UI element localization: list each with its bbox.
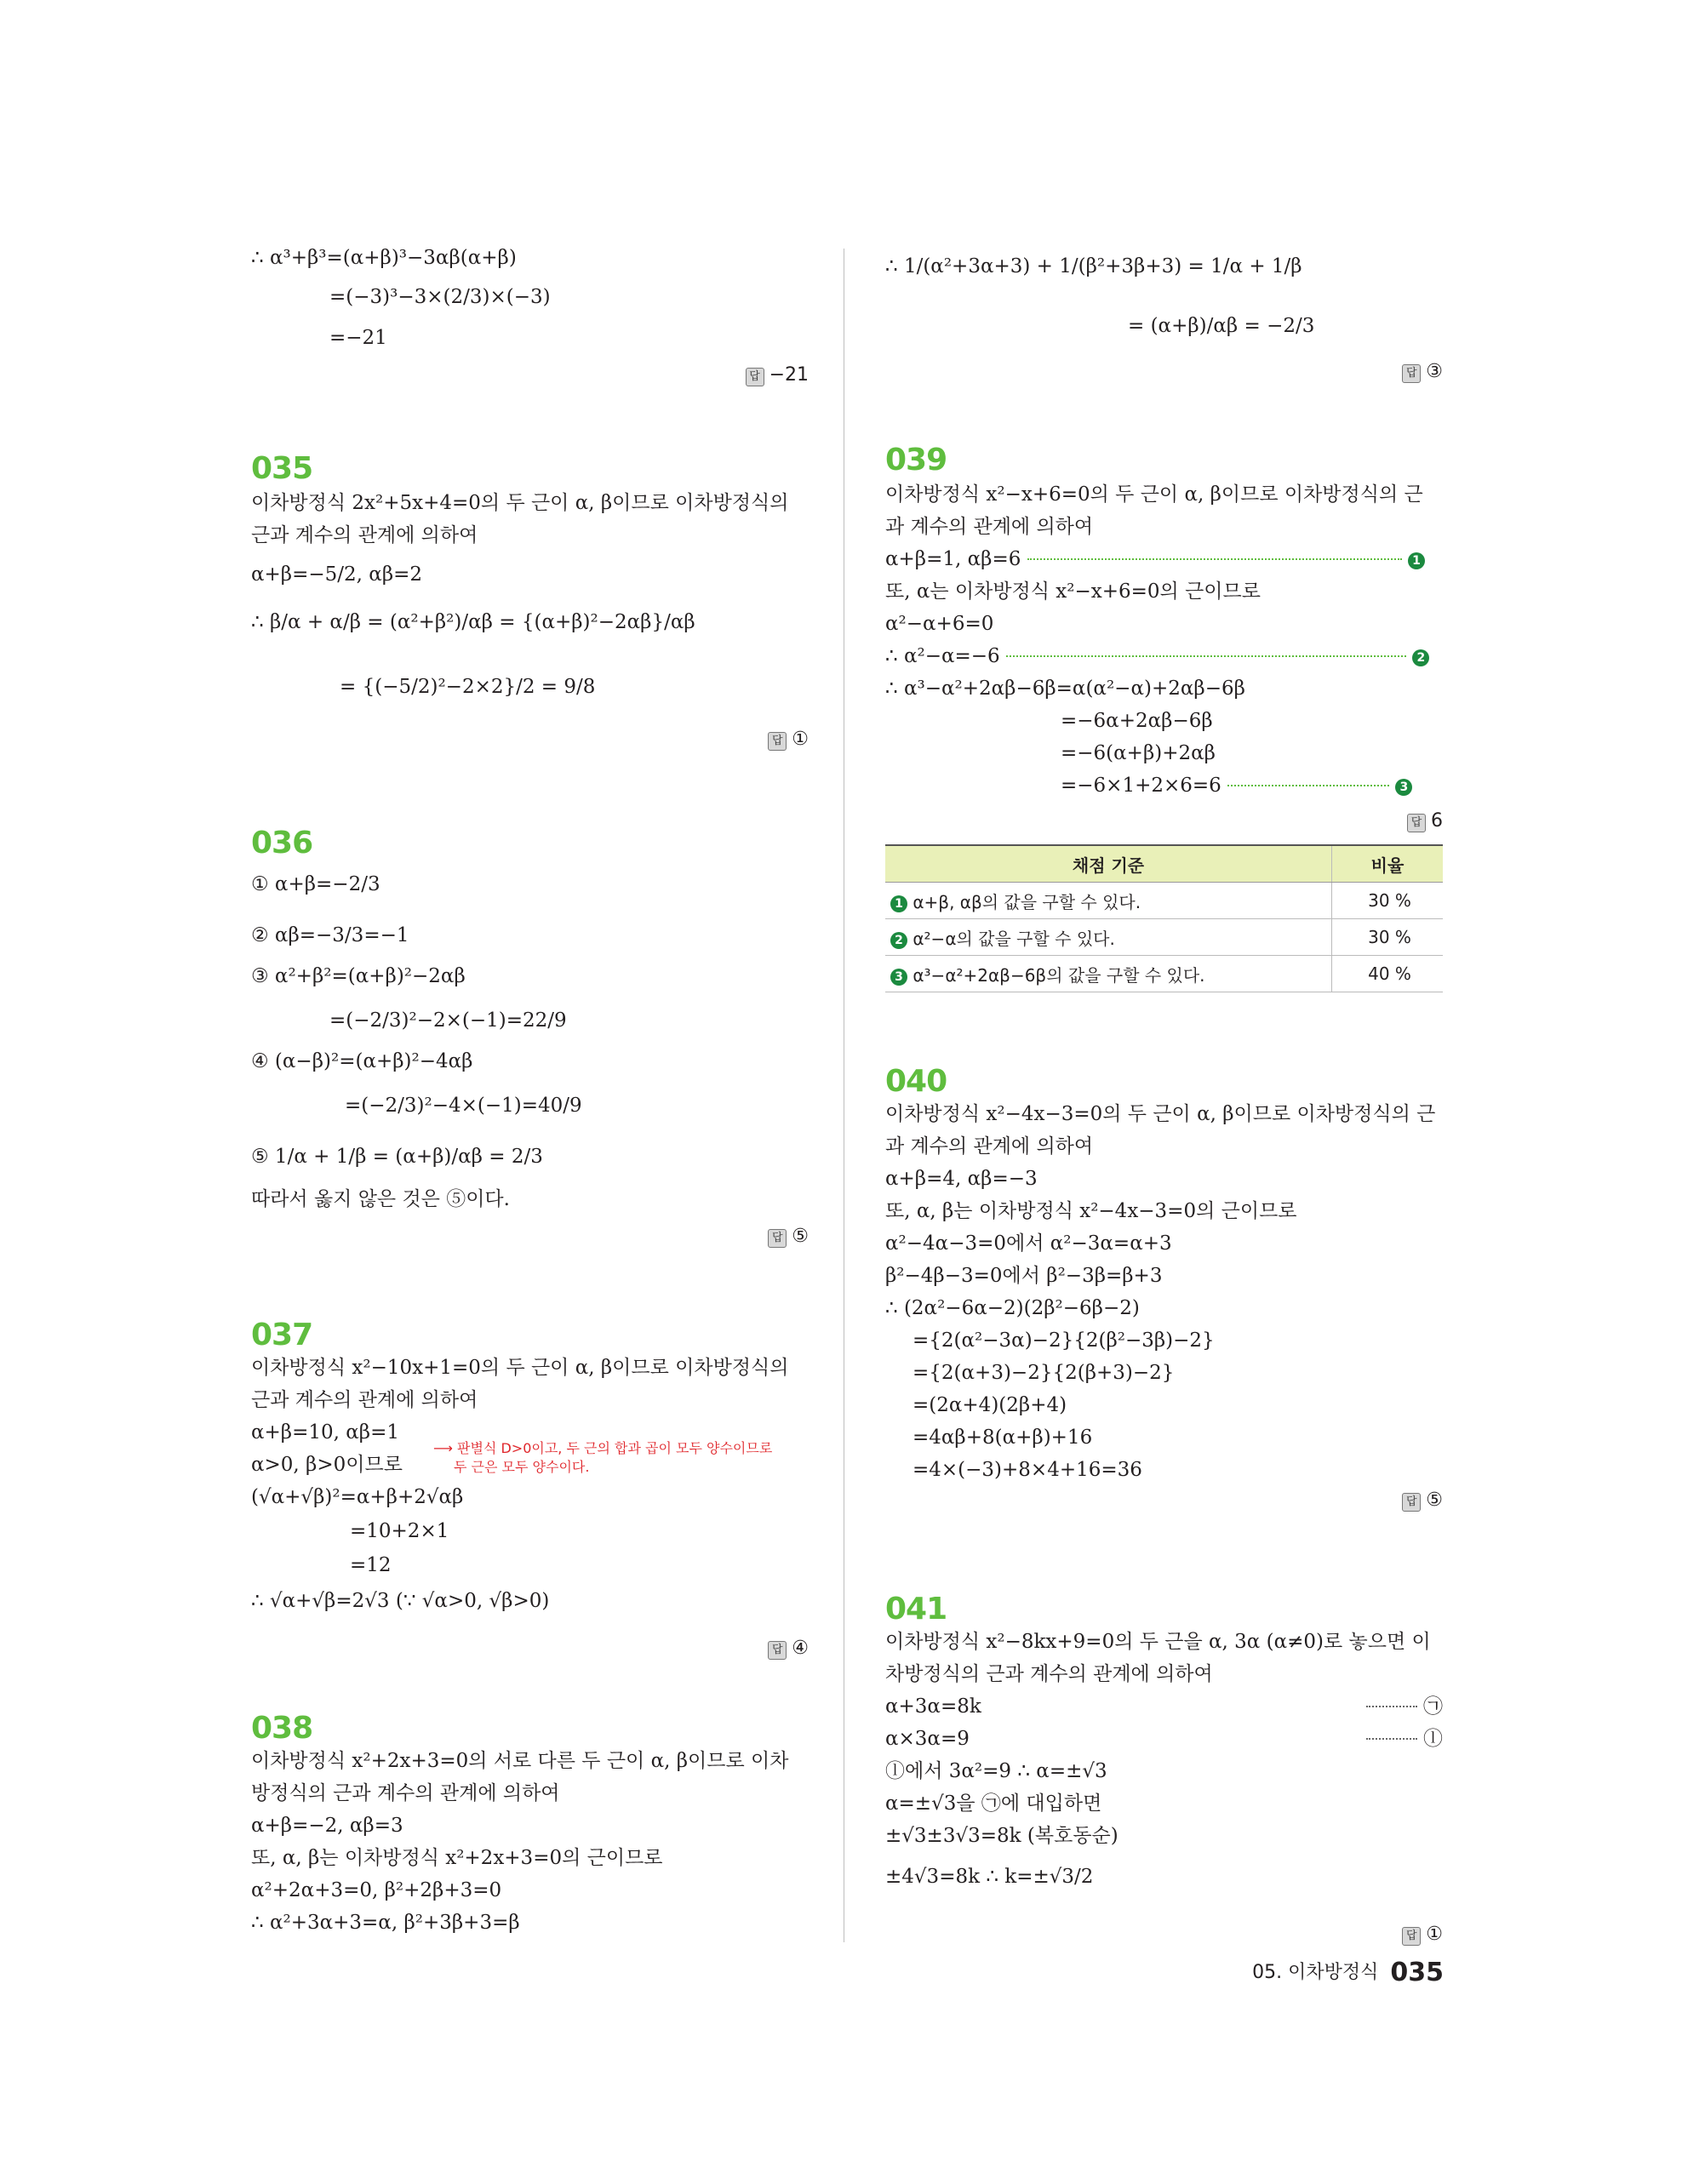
text-line: 또, α, β는 이차방정식 x²−4x−3=0의 근이므로 bbox=[885, 1200, 1297, 1222]
answer-icon: 답 bbox=[1407, 814, 1426, 832]
step-marker-1: 1 bbox=[1408, 552, 1425, 569]
text-line: 이차방정식 x²−x+6=0의 두 근이 α, β이므로 이차방정식의 근 bbox=[885, 483, 1423, 506]
note-line: 판별식 D>0이고, 두 근의 합과 곱이 모두 양수이므로 bbox=[457, 1440, 773, 1456]
table-row bbox=[885, 956, 1443, 992]
step-marker-2: 2 bbox=[890, 932, 907, 949]
text-line: 근과 계수의 관계에 의하여 bbox=[251, 1389, 478, 1411]
text-line: 방정식의 근과 계수의 관계에 의하여 bbox=[251, 1782, 560, 1804]
text-line: α>0, β>0이므로 bbox=[251, 1454, 403, 1476]
text-line bbox=[885, 1724, 1443, 1753]
problem-040 bbox=[885, 1064, 1443, 1511]
step-marker-1: 1 bbox=[890, 895, 907, 912]
text-line: ⑤ 1/α + 1/β = (α+β)/αβ = 2/3 bbox=[251, 1146, 543, 1168]
text-segment: =−6×1+2×6=6 bbox=[1061, 775, 1221, 797]
problem-035 bbox=[251, 451, 809, 750]
text-line: = {(−5/2)²−2×2}/2 = 9/8 bbox=[340, 676, 596, 698]
text-line: (√α+√β)²=α+β+2√αβ bbox=[251, 1486, 464, 1508]
table-header-row bbox=[885, 845, 1443, 883]
problem-number: 040 bbox=[885, 1064, 947, 1099]
text-line: ① α+β=−2/3 bbox=[251, 873, 380, 895]
text-line: α=±√3을 ㉠에 대입하면 bbox=[885, 1792, 1102, 1815]
answer-label bbox=[1402, 1924, 1443, 1946]
answer-icon: 답 bbox=[746, 368, 764, 386]
answer-label bbox=[746, 364, 809, 386]
answer-value: ⑤ bbox=[1426, 1489, 1443, 1511]
text-line: 이차방정식 x²−4x−3=0의 두 근이 α, β이므로 이차방정식의 근 bbox=[885, 1103, 1436, 1125]
step-marker-3: 3 bbox=[890, 969, 907, 986]
text-line: =−6α+2αβ−6β bbox=[1061, 710, 1213, 732]
table-row bbox=[885, 919, 1443, 956]
text-line: =10+2×1 bbox=[350, 1520, 449, 1542]
answer-label bbox=[768, 1638, 809, 1660]
text-line: =−6(α+β)+2αβ bbox=[1061, 742, 1216, 764]
text-line: 이차방정식 x²−10x+1=0의 두 근이 α, β이므로 이차방정식의 bbox=[251, 1357, 789, 1379]
problem-039 bbox=[885, 443, 1443, 986]
annotation-arrow-note bbox=[433, 1440, 772, 1457]
table-cell bbox=[885, 919, 1332, 956]
circled-marker: ⓛ bbox=[1423, 1728, 1443, 1750]
answer-icon: 답 bbox=[768, 1641, 787, 1660]
text-line: ⓛ에서 3α²=9 ∴ α=±√3 bbox=[885, 1760, 1107, 1782]
text-line: =(−2/3)²−4×(−1)=40/9 bbox=[345, 1095, 582, 1117]
problem-number: 037 bbox=[251, 1318, 313, 1352]
text-line: ±4√3=8k ∴ k=±√3/2 bbox=[885, 1866, 1094, 1888]
text-line: ② αβ=−3/3=−1 bbox=[251, 924, 409, 946]
text-segment: α+3α=8k bbox=[885, 1695, 981, 1718]
table-row bbox=[885, 883, 1443, 919]
table-header-criteria: 채점 기준 bbox=[885, 845, 1332, 883]
note-line: 두 근은 모두 양수이다. bbox=[454, 1459, 590, 1475]
answer-value: 6 bbox=[1431, 810, 1443, 832]
answer-value: ① bbox=[1426, 1924, 1443, 1945]
text-line: 이차방정식 2x²+5x+4=0의 두 근이 α, β이므로 이차방정식의 bbox=[251, 492, 789, 514]
page-number: 035 bbox=[1390, 1958, 1444, 1987]
answer-label bbox=[1402, 1489, 1443, 1512]
table-cell: 30 % bbox=[1332, 919, 1444, 956]
problem-number: 035 bbox=[251, 451, 313, 486]
problem-number: 041 bbox=[885, 1592, 947, 1627]
dotted-leader bbox=[1366, 1706, 1417, 1707]
chapter-title: 05. 이차방정식 bbox=[1252, 1962, 1379, 1983]
text-line: β²−4β−3=0에서 β²−3β=β+3 bbox=[885, 1265, 1163, 1287]
text-line: α+β=−2, αβ=3 bbox=[251, 1815, 403, 1837]
text-line: α²+2α+3=0, β²+2β+3=0 bbox=[251, 1879, 502, 1901]
marker-group bbox=[1366, 1692, 1443, 1721]
problem-number: 038 bbox=[251, 1711, 313, 1746]
text-line: ±√3±3√3=8k (복호동순) bbox=[885, 1825, 1118, 1847]
answer-label bbox=[1402, 361, 1443, 383]
text-line: ∴ √α+√β=2√3 (∵ √α>0, √β>0) bbox=[251, 1590, 550, 1612]
text-line: = (α+β)/αβ = −2/3 bbox=[1128, 315, 1315, 337]
answer-value: ⑤ bbox=[792, 1226, 809, 1247]
problem-038 bbox=[251, 1711, 809, 1934]
text-line: =−21 bbox=[329, 327, 387, 349]
answer-value: −21 bbox=[769, 364, 809, 386]
answer-label bbox=[768, 729, 809, 751]
answer-label bbox=[1407, 810, 1443, 832]
text-line: =(2α+4)(2β+4) bbox=[913, 1394, 1067, 1416]
text-line: ={2(α+3)−2}{2(β+3)−2} bbox=[913, 1362, 1175, 1384]
text-line: ∴ α²+3α+3=α, β²+3β+3=β bbox=[251, 1912, 520, 1934]
answer-icon: 답 bbox=[768, 732, 787, 751]
text-line: ∴ α³+β³=(α+β)³−3αβ(α+β) bbox=[251, 247, 517, 269]
text-segment: α×3α=9 bbox=[885, 1728, 970, 1750]
text-line: 과 계수의 관계에 의하여 bbox=[885, 1135, 1094, 1158]
text-line: =4αβ+8(α+β)+16 bbox=[913, 1426, 1093, 1449]
text-line: 차방정식의 근과 계수의 관계에 의하여 bbox=[885, 1663, 1213, 1685]
table-cell bbox=[885, 956, 1332, 992]
problem-041 bbox=[885, 1592, 1443, 1945]
problem-number: 036 bbox=[251, 826, 313, 860]
table-cell: 40 % bbox=[1332, 956, 1444, 992]
answer-value: ③ bbox=[1426, 361, 1443, 382]
text-line: =(−2/3)²−2×(−1)=22/9 bbox=[329, 1009, 567, 1032]
text-line bbox=[885, 642, 1429, 671]
text-line: 이차방정식 x²+2x+3=0의 서로 다른 두 근이 α, β이므로 이차 bbox=[251, 1750, 789, 1772]
step-marker-3: 3 bbox=[1395, 779, 1412, 796]
scoring-table bbox=[885, 844, 1443, 992]
text-line: ={2(α²−3α)−2}{2(β²−3β)−2} bbox=[913, 1329, 1215, 1352]
criteria-text: α²−α의 값을 구할 수 있다. bbox=[913, 928, 1115, 949]
text-line: =(−3)³−3×(2/3)×(−3) bbox=[329, 286, 551, 308]
problem-number: 039 bbox=[885, 443, 947, 477]
text-line: 이차방정식 x²−8kx+9=0의 두 근을 α, 3α (α≠0)로 놓으면 이 bbox=[885, 1631, 1431, 1653]
marker-group bbox=[1366, 1724, 1443, 1753]
answer-icon: 답 bbox=[1402, 1493, 1421, 1512]
table-header-ratio: 비율 bbox=[1332, 845, 1444, 883]
step-marker-2: 2 bbox=[1412, 649, 1429, 666]
table-cell: 30 % bbox=[1332, 883, 1444, 919]
text-line: 또, α는 이차방정식 x²−x+6=0의 근이므로 bbox=[885, 580, 1261, 603]
text-line: α+β=4, αβ=−3 bbox=[885, 1168, 1038, 1190]
text-line bbox=[885, 1692, 1443, 1721]
answer-icon: 답 bbox=[1402, 364, 1421, 383]
criteria-text: α+β, αβ의 값을 구할 수 있다. bbox=[913, 891, 1141, 912]
page-footer bbox=[1252, 1958, 1444, 1987]
text-line: α²−4α−3=0에서 α²−3α=α+3 bbox=[885, 1232, 1172, 1255]
text-line: ∴ α³−α²+2αβ−6β=α(α²−α)+2αβ−6β bbox=[885, 677, 1245, 700]
text-line: 과 계수의 관계에 의하여 bbox=[885, 516, 1094, 538]
answer-icon: 답 bbox=[1402, 1927, 1421, 1946]
dotted-leader bbox=[1227, 785, 1389, 786]
text-line: ③ α²+β²=(α+β)²−2αβ bbox=[251, 965, 466, 987]
text-line: 근과 계수의 관계에 의하여 bbox=[251, 524, 478, 546]
criteria-text: α³−α²+2αβ−6β의 값을 구할 수 있다. bbox=[913, 964, 1205, 986]
dotted-leader bbox=[1366, 1738, 1417, 1740]
answer-icon: 답 bbox=[768, 1229, 787, 1248]
text-line: α²−α+6=0 bbox=[885, 613, 994, 635]
problem-036 bbox=[251, 826, 809, 1247]
text-line: ④ (α−β)²=(α+β)²−4αβ bbox=[251, 1050, 473, 1072]
answer-value: ④ bbox=[792, 1638, 809, 1659]
problem-037 bbox=[251, 1318, 809, 1659]
table-cell bbox=[885, 883, 1332, 919]
arrow-icon: ⟶ bbox=[433, 1440, 458, 1456]
text-line bbox=[1061, 771, 1412, 800]
text-segment: α+β=1, αβ=6 bbox=[885, 548, 1021, 570]
text-line: ∴ (2α²−6α−2)(2β²−6β−2) bbox=[885, 1297, 1140, 1319]
text-segment: ∴ α²−α=−6 bbox=[885, 645, 1000, 667]
text-line: =4×(−3)+8×4+16=36 bbox=[913, 1459, 1142, 1481]
text-line: =12 bbox=[350, 1554, 392, 1576]
dotted-leader bbox=[1027, 558, 1402, 560]
text-line: 따라서 옳지 않은 것은 ⑤이다. bbox=[251, 1188, 510, 1210]
dotted-leader bbox=[1006, 655, 1406, 657]
answer-label bbox=[768, 1226, 809, 1248]
text-line: α+β=−5/2, αβ=2 bbox=[251, 563, 423, 586]
text-line: ∴ β/α + α/β = (α²+β²)/αβ = {(α+β)²−2αβ}/αβ bbox=[251, 611, 695, 633]
text-line: α+β=10, αβ=1 bbox=[251, 1421, 399, 1444]
answer-value: ① bbox=[792, 729, 809, 750]
text-line: 또, α, β는 이차방정식 x²+2x+3=0의 근이므로 bbox=[251, 1847, 663, 1869]
text-line bbox=[885, 545, 1425, 574]
circled-marker: ㉠ bbox=[1423, 1695, 1443, 1718]
text-line: ∴ 1/(α²+3α+3) + 1/(β²+3β+3) = 1/α + 1/β bbox=[885, 255, 1302, 277]
